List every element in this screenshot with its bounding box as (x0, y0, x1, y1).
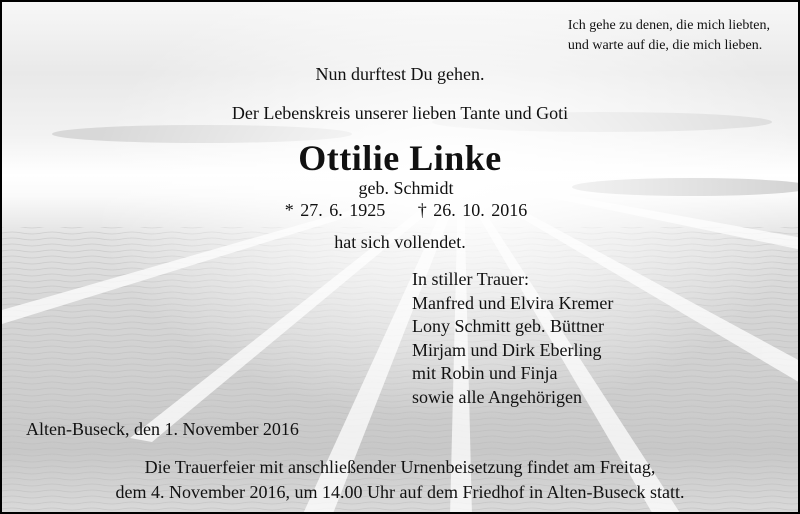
intro-line: Der Lebenskreis unserer lieben Tante und Goti (231, 103, 569, 123)
closing-line: hat sich vollendet. (334, 232, 466, 252)
birth-date: * 27. 6. 1925 (284, 200, 386, 220)
motto-line: und warte auf die, die mich lieben. (567, 38, 763, 53)
place-and-date: Alten-Buseck, den 1. November 2016 (26, 419, 299, 439)
intro-line: Nun durftest Du gehen. (315, 64, 485, 84)
mourner-name: Manfred und Elvira Kremer (412, 292, 614, 313)
life-dates (8, 200, 800, 221)
birth-name: geb. Schmidt (358, 178, 454, 198)
motto-line: Ich gehe zu denen, die mich liebten, (567, 18, 770, 33)
mourner-name: mit Robin und Finja (412, 363, 558, 383)
mourner-name: Mirjam und Dirk Eberling (412, 339, 602, 360)
mourner-name: Lony Schmitt geb. Büttner (412, 316, 604, 336)
funeral-line: dem 4. November 2016, um 14.00 Uhr auf dem Friedhof in Alten-Buseck statt. (115, 482, 685, 502)
funeral-line: Die Trauerfeier mit anschließender Urnenbeisetzung findet am Freitag, (144, 457, 656, 477)
funeral-notice (2, 455, 798, 505)
mourners-list (412, 268, 613, 409)
motto (568, 16, 770, 56)
mourner-name: sowie alle Angehörigen (412, 386, 582, 407)
mourners-heading: In stiller Trauer: (412, 269, 529, 289)
death-date: † 26. 10. 2016 (417, 200, 528, 220)
deceased-name: Ottilie Linke (298, 138, 502, 178)
